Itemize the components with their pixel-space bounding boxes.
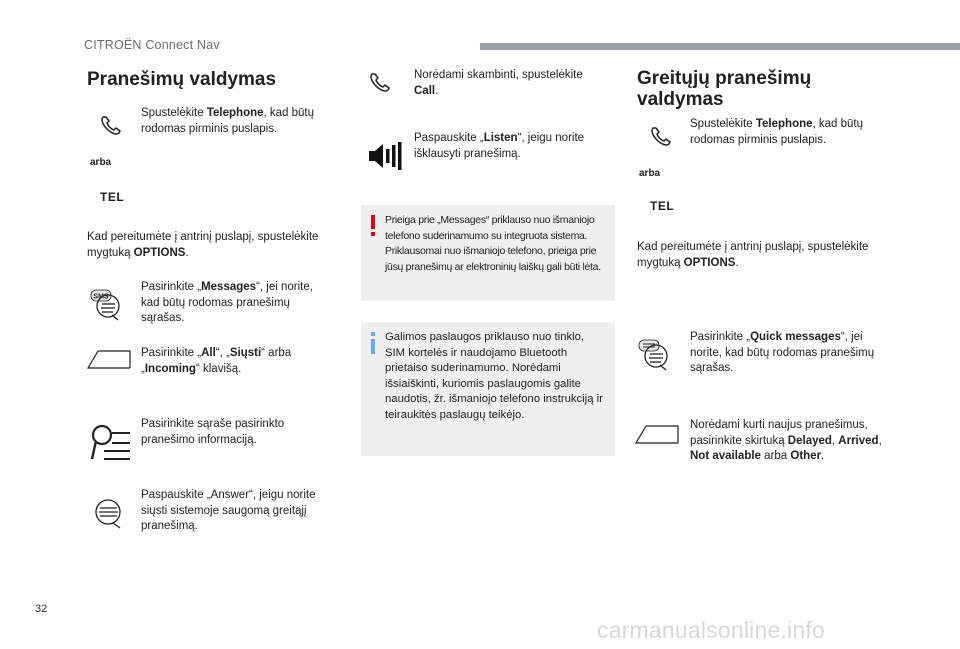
phone-call-icon bbox=[367, 70, 393, 96]
sms-icon bbox=[88, 288, 128, 322]
tel-button-label: TEL bbox=[650, 199, 675, 213]
quick-step-telephone: Spustelėkite Telephone, kad būtų rodomas pirminis puslapis. bbox=[690, 118, 864, 146]
step-options: Kad pereitumėte į antrinį puslapį, spustelėkite mygtuką OPTIONS. bbox=[87, 231, 319, 259]
step-listen: Paspauskite „Listen“, jeigu norite išklausyti pranešimą. bbox=[414, 132, 585, 160]
speaker-icon bbox=[367, 140, 403, 172]
warning-icon bbox=[369, 215, 377, 237]
info-text: Galimos paslaugos priklauso nuo tinklo, SIM kortelės ir naudojamo Bluetooth prietaiso suderinamumo. Norėdami išsiaiškinti, kuriomis paslaugomis galite naudotis, žr. išmaniojo telefono instrukciją ir teiraukitės paslaugų teikėjo. bbox=[385, 331, 603, 421]
svg-text:SMS: SMS bbox=[93, 293, 109, 301]
info-box bbox=[361, 322, 615, 456]
tab-key-icon bbox=[86, 348, 132, 372]
step-all-sent-incoming: Pasirinkite „All“, „Siųsti“ arba „Incoming“ klavišą. bbox=[141, 347, 292, 375]
search-list-icon bbox=[90, 421, 132, 463]
quick-step-select: Pasirinkite „Quick messages“, jei norite, kad būtų rodomas pranešimų sąrašas. bbox=[690, 331, 875, 374]
tab-key-icon bbox=[634, 423, 680, 447]
step-messages: Pasirinkite „Messages“, jei norite, kad būtų rodomas pranešimų sąrašas. bbox=[141, 281, 313, 324]
section-title-quick-messages: Greitųjų pranešimų valdymas bbox=[637, 68, 812, 110]
header-title: CITROËN Connect Nav bbox=[84, 38, 220, 52]
message-bubble-icon bbox=[88, 497, 128, 529]
quick-step-tabs: Norėdami kurti naujus pranešimus, pasirinkite skirtuką Delayed, Arrived, Not available arba Other. bbox=[690, 419, 882, 462]
or-label: arba bbox=[639, 168, 661, 179]
warning-text: Prieiga prie „Messages“ priklauso nuo išmaniojo telefono suderinamumo su integruota sistema. Priklausomai nuo išmaniojo telefono, prieiga prie jūsų pranešimų ar elektroninių laiškų gali būti lėta. bbox=[385, 214, 601, 273]
quick-message-icon bbox=[636, 338, 676, 372]
step-call: Norėdami skambinti, spustelėkite Call. bbox=[414, 69, 583, 97]
watermark: carmanualsonline.info bbox=[597, 617, 825, 643]
phone-icon bbox=[648, 124, 674, 150]
quick-step-options: Kad pereitumėte į antrinį puslapį, spustelėkite mygtuką OPTIONS. bbox=[637, 241, 869, 269]
section-title-messages: Pranešimų valdymas bbox=[87, 69, 277, 90]
phone-icon bbox=[98, 113, 124, 139]
step-telephone: Spustelėkite Telephone, kad būtų rodomas pirminis puslapis. bbox=[141, 107, 315, 135]
step-answer: Paspauskite „Answer“, jeigu norite siųsti sistemoje saugomą greitąjį pranešimą. bbox=[141, 489, 316, 532]
step-select-info: Pasirinkite sąraše pasirinkto pranešimo informaciją. bbox=[141, 418, 285, 446]
tel-button-label: TEL bbox=[100, 190, 125, 204]
info-icon bbox=[369, 332, 377, 354]
page-number: 32 bbox=[35, 603, 48, 615]
warning-box bbox=[361, 205, 615, 301]
or-label: arba bbox=[90, 157, 112, 168]
header-bar bbox=[480, 43, 960, 50]
